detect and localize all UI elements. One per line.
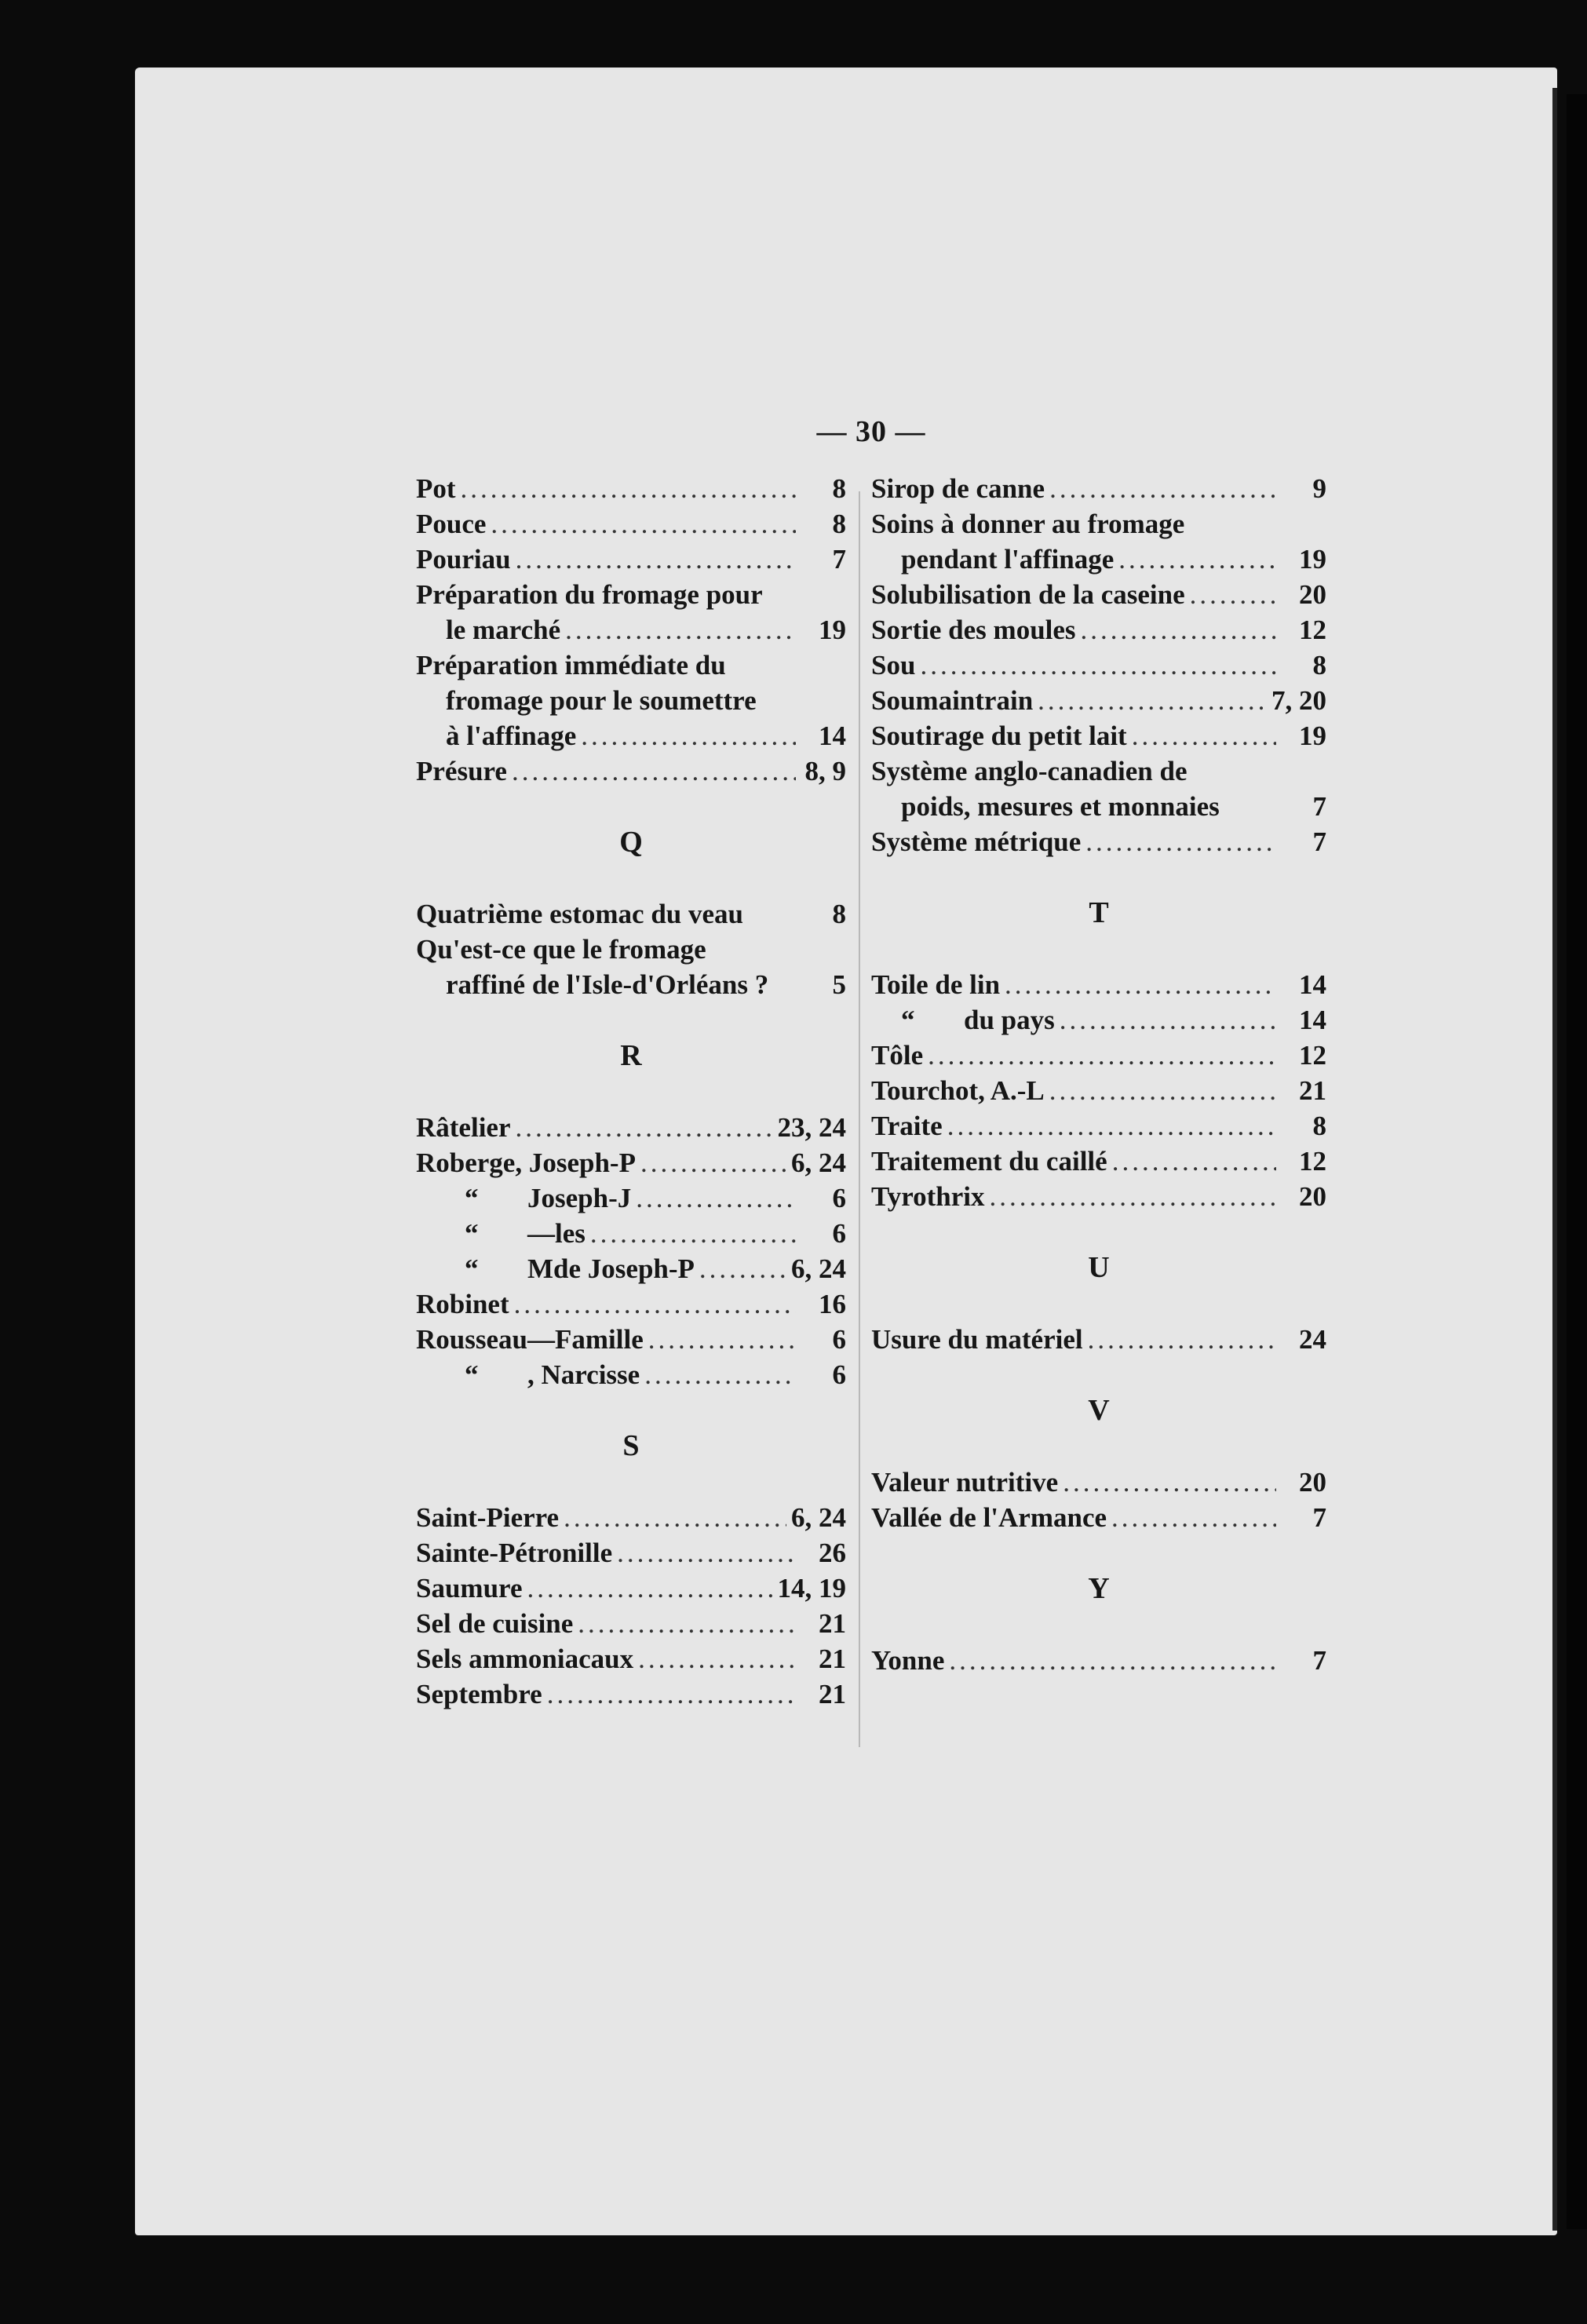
entry-term [416,1180,631,1216]
entry-pages: 8 [832,509,846,539]
entry-pages: 21 [819,1608,846,1639]
dot-leader [565,612,796,648]
index-entry [871,1322,1326,1357]
dot-leader [547,1676,796,1712]
entry-pages: 7 [1312,1645,1326,1676]
entry-term: Soutirage du petit lait [871,721,1127,751]
entry-term-text: —les [527,1218,586,1249]
dot-leader [581,718,796,753]
entry-term: Sirop de canne [871,473,1045,504]
entry-term-text: Joseph-J [527,1183,632,1213]
entry-pages: 26 [819,1538,846,1568]
dot-leader [1005,967,1276,1002]
index-entry [416,1216,846,1251]
index-entry [871,1465,1326,1500]
entry-pages: 20 [1299,1467,1326,1498]
entry-pages: 7, 20 [1271,685,1326,716]
entry-pages: 19 [1299,544,1326,575]
dot-leader [491,506,796,542]
entry-pages: 14, 19 [777,1573,846,1603]
index-entry [416,542,846,577]
dot-leader [1063,1465,1276,1500]
dot-leader [1085,824,1276,859]
index-entry [871,506,1326,577]
dot-leader [1112,1144,1276,1179]
index-entry [416,1641,846,1676]
entry-term: Toile de lin [871,969,1001,1000]
entry-term: Vallée de l'Armance [871,1502,1107,1533]
entry-pages: 12 [1299,1040,1326,1071]
section-letter-v: V [1088,1394,1110,1427]
index-entry [871,683,1326,718]
entry-term: Traite [871,1111,943,1141]
dot-leader [1038,683,1267,718]
entry-pages: 12 [1299,1146,1326,1177]
entry-term: Pouriau [416,544,511,575]
dot-leader [920,648,1276,683]
dot-leader [1118,542,1276,577]
entry-pages: 8 [832,473,846,504]
entry-pages: 6 [832,1359,846,1390]
entry-pages: 12 [1299,615,1326,645]
dot-leader [514,1286,796,1322]
entry-term: Sortie des moules [871,615,1076,645]
entry-term: Soumaintrain [871,685,1034,716]
dot-leader [636,1180,796,1216]
dot-leader [1060,1002,1276,1038]
entry-term: Yonne [871,1645,945,1676]
entry-term: Pot [416,473,456,504]
index-entry [871,753,1326,824]
entry-term: Qu'est-ce que le fromage [416,934,706,965]
entry-term: Sainte-Pétronille [416,1538,613,1568]
dot-leader [1081,612,1276,648]
index-entry [871,1108,1326,1144]
dot-leader [1111,1500,1276,1535]
entry-term: raffiné de l'Isle-d'Orléans ? [446,969,769,1000]
dot-leader [949,1643,1276,1678]
entry-pages: 19 [1299,721,1326,751]
entry-term: Râtelier [416,1112,511,1143]
index-entry [416,1286,846,1322]
index-entry [416,577,846,648]
entry-pages: 7 [1312,1502,1326,1533]
index-entry [871,1144,1326,1179]
index-entry [871,1038,1326,1073]
entry-term: le marché [446,615,561,645]
index-entry [416,648,846,753]
entry-pages: 24 [1299,1324,1326,1355]
entry-term: Tyrothrix [871,1181,985,1212]
entry-pages: 6 [832,1183,846,1213]
entry-term: Tôle [871,1040,924,1071]
dot-leader [947,1108,1276,1144]
index-entry [871,1643,1326,1678]
index-entry [871,648,1326,683]
page-paper [135,67,1557,2235]
dot-leader [1049,1073,1276,1108]
index-entry [416,1357,846,1392]
ditto-mark: “ [465,1359,479,1390]
entry-term: Sel de cuisine [416,1608,574,1639]
dot-leader [648,1322,796,1357]
entry-pages: 14 [1299,1005,1326,1035]
entry-pages: 7 [1312,826,1326,857]
entry-term: à l'affinage [446,721,577,751]
entry-term: poids, mesures et monnaies [901,791,1220,822]
index-entry [416,896,846,932]
index-entry [416,1571,846,1606]
entry-term: Rousseau—Famille [416,1324,644,1355]
entry-pages: 7 [832,544,846,575]
entry-term: Sou [871,650,916,680]
dot-leader [617,1535,796,1571]
entry-pages: 8 [1312,1111,1326,1141]
ditto-mark: “ [465,1218,479,1249]
section-letter-s: S [622,1429,640,1462]
dot-leader [644,1357,796,1392]
index-entry [416,1322,846,1357]
entry-pages: 23, 24 [777,1112,846,1143]
entry-pages: 6 [832,1218,846,1249]
index-entry [416,1676,846,1712]
index-entry [871,1179,1326,1214]
entry-term: Système anglo-canadien de [871,756,1188,786]
dot-leader [638,1641,796,1676]
entry-term [416,1216,586,1251]
index-entry [416,1180,846,1216]
entry-pages: 16 [819,1289,846,1319]
entry-pages: 8 [1312,650,1326,680]
index-entry [416,1110,846,1145]
dot-leader [527,1571,773,1606]
dot-leader [928,1038,1276,1073]
scan-border [1567,94,1587,2229]
entry-pages: 8, 9 [804,756,846,786]
index-entry [416,1535,846,1571]
entry-term: Traitement du caillé [871,1146,1107,1177]
index-entry [416,753,846,789]
dot-leader [1088,1322,1276,1357]
index-entry [871,612,1326,648]
entry-term [871,1002,1055,1038]
column-divider [859,491,860,1747]
entry-term-text: , Narcisse [527,1359,640,1390]
entry-term [416,1357,640,1392]
entry-term: Saint-Pierre [416,1502,560,1533]
entry-pages: 6, 24 [791,1253,846,1284]
index-entry [871,471,1326,506]
entry-term: Préparation immédiate du [416,650,726,680]
dot-leader [512,753,796,789]
dot-leader [1190,577,1276,612]
entry-term: Présure [416,756,507,786]
dot-leader [590,1216,796,1251]
entry-pages: 21 [1299,1075,1326,1106]
entry-pages: 6, 24 [791,1502,846,1533]
section-letter-q: Q [619,826,643,859]
entry-pages: 7 [1312,791,1326,822]
entry-pages: 5 [832,969,846,1000]
entry-pages: 20 [1299,1181,1326,1212]
dot-leader [1132,718,1276,753]
index-column-left [416,471,846,1712]
entry-pages: 6, 24 [791,1147,846,1178]
entry-term: Valeur nutritive [871,1467,1059,1498]
ditto-mark: “ [465,1183,479,1213]
entry-term: Robinet [416,1289,509,1319]
index-column-right [871,471,1326,1678]
dot-leader [699,1251,786,1286]
index-entry [416,1606,846,1641]
entry-pages: 6 [832,1324,846,1355]
entry-term [416,1251,695,1286]
index-entry [871,577,1326,612]
entry-term: Usure du matériel [871,1324,1083,1355]
page-edge [1552,88,1557,2231]
entry-term-text: du pays [964,1005,1055,1035]
dot-leader [515,1110,772,1145]
entry-pages: 14 [819,721,846,751]
index-entry [416,471,846,506]
ditto-mark: “ [901,1005,915,1035]
section-letter-y: Y [1088,1572,1110,1605]
entry-term: Solubilisation de la caseine [871,579,1185,610]
page-number: — 30 — [816,415,926,448]
entry-pages: 21 [819,1679,846,1709]
index-entry [871,718,1326,753]
entry-term: Pouce [416,509,487,539]
dot-leader [990,1179,1276,1214]
entry-term: Quatrième estomac du veau [416,899,744,929]
index-entry [416,1145,846,1180]
entry-pages: 8 [832,899,846,929]
section-letter-r: R [620,1039,642,1072]
entry-term: Sels ammoniacaux [416,1644,634,1674]
entry-term: Soins à donner au fromage [871,509,1185,539]
index-entry [416,506,846,542]
index-entry [871,1002,1326,1038]
entry-pages: 20 [1299,579,1326,610]
entry-pages: 9 [1312,473,1326,504]
dot-leader [516,542,796,577]
section-letter-t: T [1089,896,1109,929]
entry-term: fromage pour le soumettre [446,685,757,716]
index-entry [416,1251,846,1286]
entry-pages: 14 [1299,969,1326,1000]
entry-term: Roberge, Joseph-P [416,1147,636,1178]
index-entry [871,824,1326,859]
ditto-mark: “ [465,1253,479,1284]
dot-leader [1049,471,1276,506]
dot-leader [640,1145,786,1180]
entry-term: pendant l'affinage [901,544,1115,575]
index-entry [871,1073,1326,1108]
entry-term: Système métrique [871,826,1082,857]
dot-leader [461,471,796,506]
dot-leader [578,1606,796,1641]
entry-term: Septembre [416,1679,542,1709]
entry-term: Tourchot, A.-L [871,1075,1045,1106]
index-entry [871,1500,1326,1535]
index-entry [416,932,846,1002]
entry-pages: 21 [819,1644,846,1674]
entry-term-text: Mde Joseph-P [527,1253,695,1284]
dot-leader [564,1500,786,1535]
index-entry [416,1500,846,1535]
section-letter-u: U [1088,1251,1110,1284]
entry-term: Saumure [416,1573,523,1603]
entry-term: Préparation du fromage pour [416,579,763,610]
entry-pages: 19 [819,615,846,645]
index-entry [871,967,1326,1002]
